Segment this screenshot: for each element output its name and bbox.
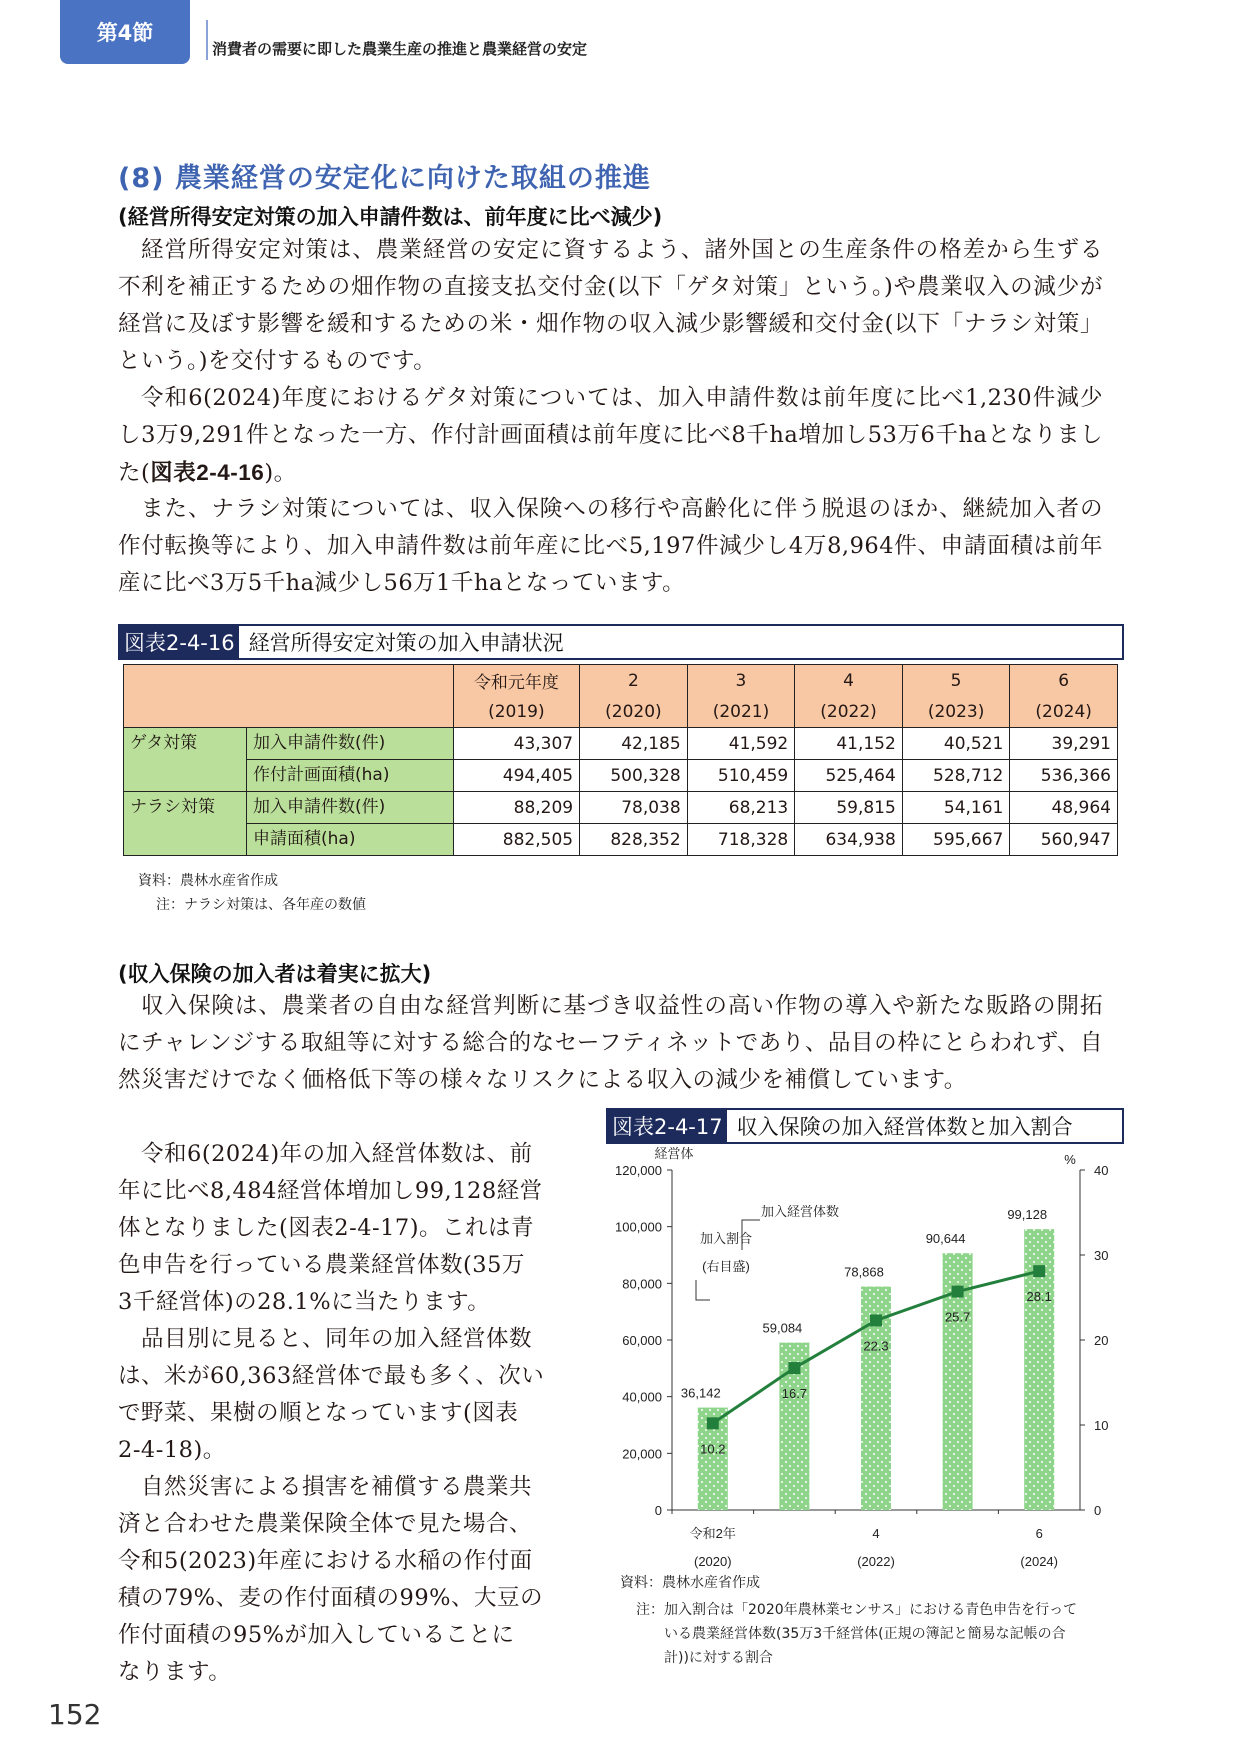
table-cell: 536,366	[1010, 760, 1118, 792]
year-subheader: (2023)	[902, 696, 1010, 728]
figure-16-caption	[118, 624, 1124, 660]
subheading-1: (経営所得安定対策の加入申請件数は、前年度に比べ減少)	[118, 205, 663, 229]
insurance-chart	[600, 1140, 1120, 1570]
figure-17-source: 資料：農林水産省作成	[620, 1575, 760, 1591]
table-cell: 494,405	[453, 760, 580, 792]
annotation-leader	[696, 1280, 710, 1300]
y-tick-label: 80,000	[622, 1276, 662, 1292]
section-title: (8) 農業経営の安定化に向けた取組の推進	[118, 163, 651, 194]
table-cell: 88,209	[453, 792, 580, 824]
text-line: なります。	[118, 1659, 232, 1685]
year-header: 4	[795, 665, 903, 697]
group-label: ナラシ対策	[124, 792, 247, 856]
y2-axis-label: %	[1064, 1152, 1076, 1167]
note-line: 計))に対する割合	[664, 1650, 773, 1666]
ratio-point	[1033, 1265, 1045, 1277]
table-cell: 41,592	[687, 728, 795, 760]
text-line: 3千経営体)の28.1%に当たります。	[118, 1289, 491, 1315]
x-tick-label: 6	[1035, 1526, 1043, 1541]
table-cell: 41,152	[795, 728, 903, 760]
bar-series-annotation: 加入経営体数	[760, 1204, 840, 1219]
income-stabilization-table	[123, 664, 1118, 856]
year-header: 2	[580, 665, 688, 697]
bar-value-label: 99,128	[1007, 1207, 1048, 1223]
ratio-value-label: 28.1	[1026, 1289, 1052, 1305]
table-cell: 500,328	[580, 760, 688, 792]
ratio-point	[707, 1417, 719, 1429]
table-cell: 59,815	[795, 792, 903, 824]
text-line: 作付面積の95%が加入していることに	[118, 1622, 515, 1648]
ratio-point	[870, 1314, 882, 1326]
paragraph-1: 経営所得安定対策は、農業経営の安定に資するよう、諸外国との生産条件の格差から生ずる不利を補正するための畑作物の直接支払交付金(以下「ゲタ対策」という。)や農業収入の減少が経営に及ぼす影響を緩和するための米・畑作物の収入減少影響緩和交付金(以下「ナラシ対策」という。)を交付するものです。	[118, 237, 1103, 374]
table-cell: 560,947	[1010, 824, 1118, 856]
table-cell: 510,459	[687, 760, 795, 792]
table-row	[124, 760, 1118, 792]
y2-tick-label: 10	[1094, 1418, 1109, 1433]
header-title: 消費者の需要に即した農業生産の推進と農業経営の安定	[212, 40, 588, 58]
figure-17-number: 図表2-4-17	[608, 1110, 727, 1142]
y2-tick-label: 0	[1094, 1503, 1102, 1518]
figure-16-number: 図表2-4-16	[120, 626, 239, 658]
bar-value-label: 78,868	[844, 1264, 884, 1280]
bar-value-label: 36,142	[680, 1385, 721, 1401]
table-cell: 54,161	[902, 792, 1010, 824]
bar-value-label: 90,644	[925, 1231, 966, 1247]
paragraph-7	[118, 1469, 558, 1691]
text-line: で野菜、果樹の順となっています(図表	[118, 1400, 519, 1426]
table-cell: 68,213	[687, 792, 795, 824]
table-corner	[124, 665, 454, 728]
year-subheader: (2021)	[687, 696, 795, 728]
paragraph-2	[118, 380, 1103, 492]
text-line: 2-4-18)。	[118, 1437, 226, 1463]
page-number: 152	[48, 1698, 102, 1731]
table-cell: 528,712	[902, 760, 1010, 792]
table-cell: 40,521	[902, 728, 1010, 760]
x-tick-label: (2022)	[857, 1554, 895, 1569]
year-subheader: (2019)	[453, 696, 580, 728]
row-label: 申請面積(ha)	[247, 824, 454, 856]
table-cell: 43,307	[453, 728, 580, 760]
table-cell: 595,667	[902, 824, 1010, 856]
table-row	[124, 824, 1118, 856]
note-line: いる農業経営体数(35万3千経営体(正規の簿記と簡易な記帳の合	[664, 1626, 1066, 1642]
paragraph-4: 収入保険は、農業者の自由な経営判断に基づき収益性の高い作物の導入や新たな販路の開拓にチャレンジする取組等に対する総合的なセーフティネットであり、品目の枠にとらわれず、自然災害だけでなく価格低下等の様々なリスクによる収入の減少を補償しています。	[118, 993, 1103, 1093]
row-label: 加入申請件数(件)	[247, 728, 454, 760]
note-line: 注：加入割合は「2020年農林業センサス」における青色申告を行って	[636, 1602, 1078, 1618]
year-header: 6	[1010, 665, 1118, 697]
y2-tick-label: 40	[1094, 1163, 1109, 1178]
x-tick-label: (2020)	[694, 1554, 732, 1569]
table-row	[124, 792, 1118, 824]
y-axis-label: 経営体	[654, 1146, 694, 1161]
row-label: 作付計画面積(ha)	[247, 760, 454, 792]
text-line: 自然災害による損害を補償する農業共	[141, 1474, 533, 1500]
ratio-value-label: 22.3	[863, 1338, 889, 1354]
text-line: 令和5(2023)年産における水稲の作付面	[118, 1548, 533, 1574]
y2-tick-label: 30	[1094, 1248, 1109, 1263]
table-cell: 525,464	[795, 760, 903, 792]
text-line: は、米が60,363経営体で最も多く、次い	[118, 1363, 545, 1389]
year-subheader: (2020)	[580, 696, 688, 728]
line-series-annotation: 加入割合	[699, 1231, 753, 1246]
year-header: 令和元年度	[453, 665, 580, 697]
figure-16-note: 注：ナラシ対策は、各年産の数値	[156, 897, 366, 913]
ratio-value-label: 16.7	[781, 1386, 808, 1402]
text-line: 令和6(2024)年の加入経営体数は、前	[141, 1141, 533, 1167]
figure-16-title: 経営所得安定対策の加入申請状況	[248, 631, 564, 655]
y-tick-label: 100,000	[615, 1219, 662, 1235]
paragraph-2-text: 令和6(2024)年度におけるゲタ対策については、加入申請件数は前年度に比べ1,230件減少し3万9,291件となった一方、作付計画面積は前年度に比べ8千ha増加し53万6千haとなりました(	[118, 385, 1103, 486]
figure-17-caption	[606, 1108, 1124, 1144]
text-line: 年に比べ8,484経営体増加し99,128経営	[118, 1178, 543, 1204]
table-cell: 718,328	[687, 824, 795, 856]
text-line: 品目別に見ると、同年の加入経営体数	[141, 1326, 533, 1352]
y-tick-label: 60,000	[622, 1333, 662, 1348]
figure-17-title: 収入保険の加入経営体数と加入割合	[736, 1115, 1073, 1139]
year-header: 3	[687, 665, 795, 697]
header-divider	[206, 20, 208, 60]
figure-reference[interactable]: 図表2-4-16	[150, 460, 265, 485]
ratio-value-label: 10.2	[700, 1441, 726, 1457]
ratio-value-label: 25.7	[944, 1309, 971, 1325]
table-cell: 882,505	[453, 824, 580, 856]
y-tick-label: 120,000	[615, 1163, 662, 1178]
table-row	[124, 728, 1118, 760]
group-label: ゲタ対策	[124, 728, 247, 792]
table-cell: 78,038	[580, 792, 688, 824]
text-line: 積の79%、麦の作付面積の99%、大豆の	[118, 1585, 544, 1611]
year-subheader: (2022)	[795, 696, 903, 728]
paragraph-5	[118, 1136, 558, 1321]
text-line: 済と合わせた農業保険全体で見た場合、	[118, 1511, 533, 1537]
y-tick-label: 0	[654, 1503, 662, 1518]
figure-17-note	[636, 1598, 1077, 1670]
y2-tick-label: 20	[1094, 1333, 1109, 1348]
y-tick-label: 20,000	[622, 1446, 662, 1462]
table-cell: 39,291	[1010, 728, 1118, 760]
paragraph-3: また、ナラシ対策については、収入保険への移行や高齢化に伴う脱退のほか、継続加入者の作付転換等により、加入申請件数は前年産に比べ5,197件減少し4万8,964件、申請面積は前年産に比べ3万5千ha減少し56万1千haとなっています。	[118, 496, 1103, 596]
paragraph-6	[118, 1321, 558, 1469]
ratio-point	[788, 1362, 800, 1374]
subheading-2: (収入保険の加入者は着実に拡大)	[118, 962, 432, 986]
year-header: 5	[902, 665, 1010, 697]
bar-value-label: 59,084	[762, 1320, 803, 1336]
line-series-annotation: (右目盛)	[702, 1259, 750, 1274]
table-cell: 48,964	[1010, 792, 1118, 824]
year-subheader: (2024)	[1010, 696, 1118, 728]
x-tick-label: (2024)	[1020, 1554, 1058, 1569]
text-line: 体となりました(図表2-4-17)。これは青	[118, 1215, 535, 1241]
x-tick-label: 4	[872, 1526, 880, 1541]
table-cell: 634,938	[795, 824, 903, 856]
row-label: 加入申請件数(件)	[247, 792, 454, 824]
figure-16-source: 資料：農林水産省作成	[138, 873, 278, 889]
ratio-point	[952, 1286, 964, 1298]
x-tick-label: 令和2年	[689, 1526, 736, 1541]
text-line: 色申告を行っている農業経営体数(35万	[118, 1252, 525, 1278]
table-cell: 828,352	[580, 824, 688, 856]
y-tick-label: 40,000	[622, 1389, 662, 1405]
paragraph-2-end: )。	[264, 460, 297, 486]
table-cell: 42,185	[580, 728, 688, 760]
section-tab: 第4節	[60, 0, 190, 64]
